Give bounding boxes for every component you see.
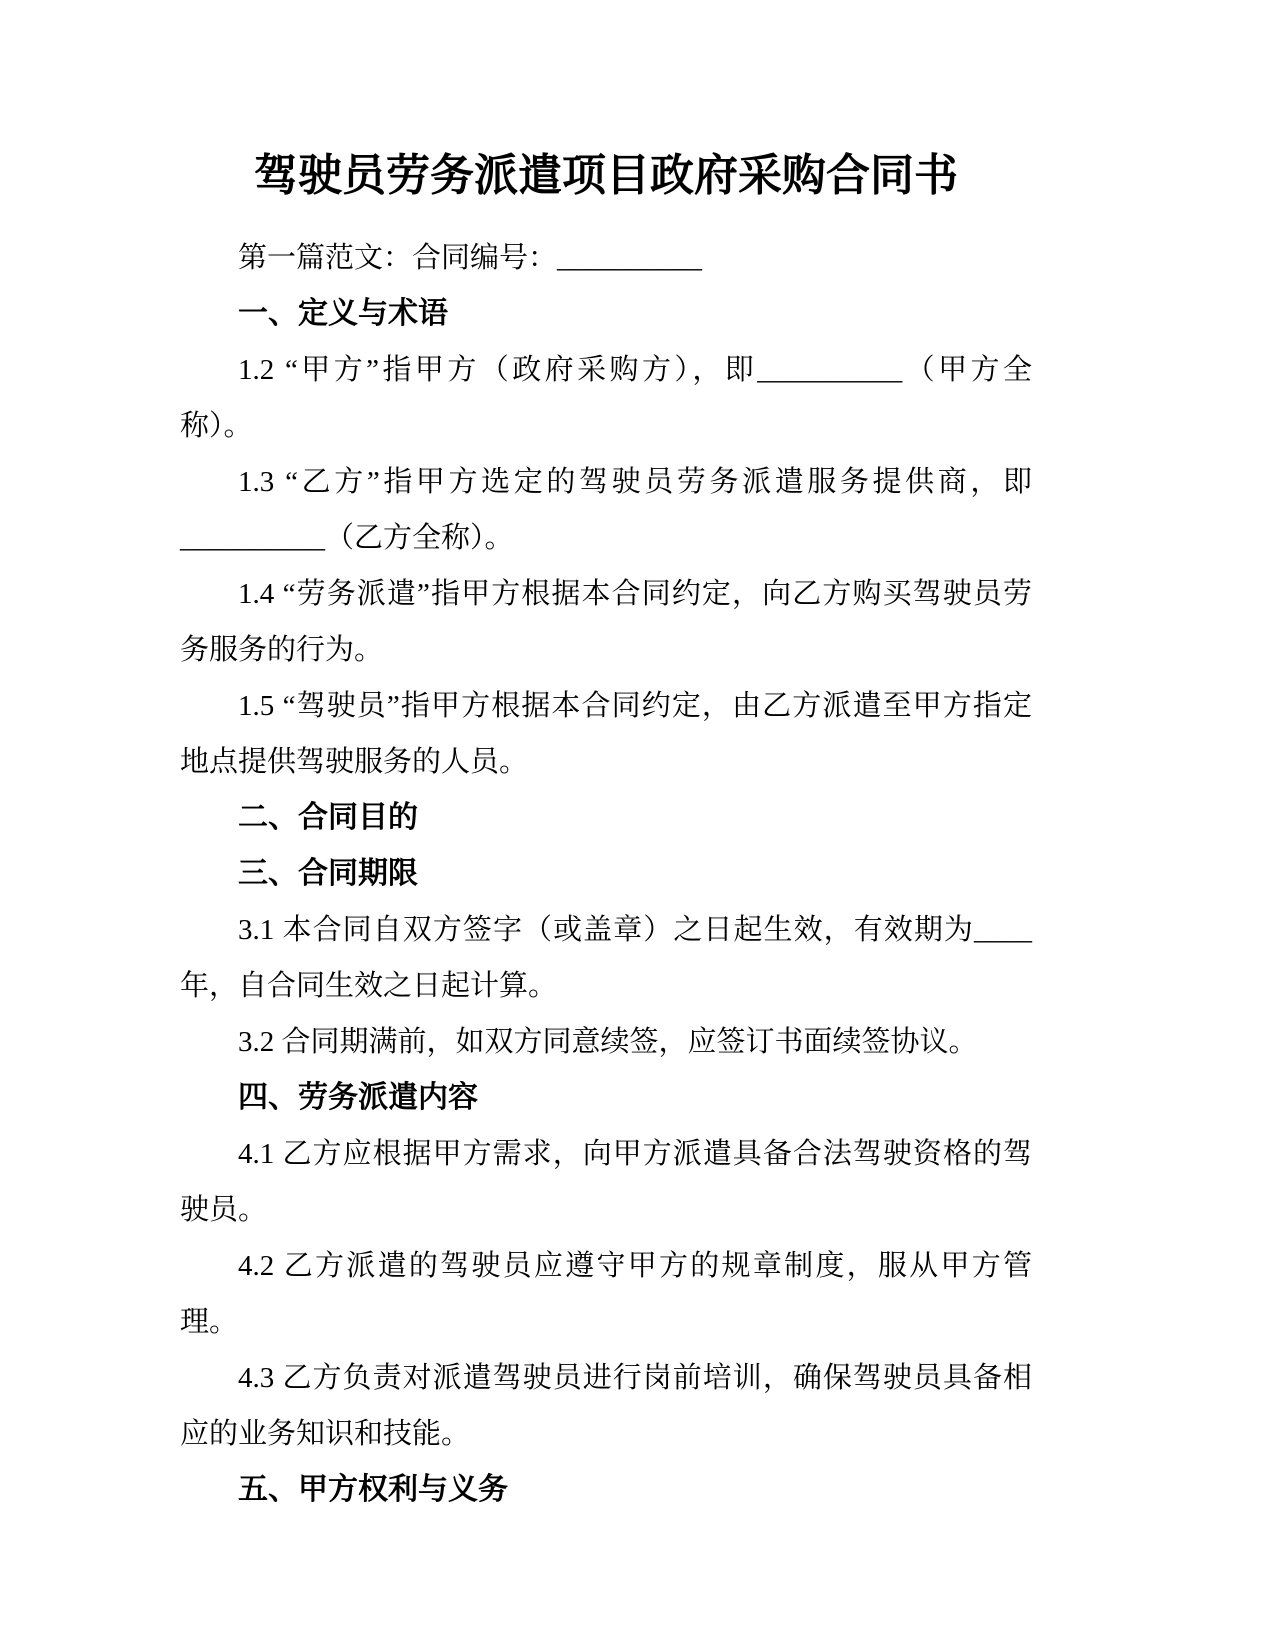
clause-3-2-renewal: 3.2 合同期满前，如双方同意续签，应签订书面续签协议。 xyxy=(238,1026,978,1058)
clause-1-2-party-a: 1.2 “甲方”指甲方（政府采购方），即__________（甲方全称）。 xyxy=(180,354,1032,442)
section-heading-definitions: 一、定义与术语 xyxy=(238,297,448,330)
clause-4-1-dispatch-requirement: 4.1 乙方应根据甲方需求，向甲方派遣具备合法驾驶资格的驾驶员。 xyxy=(180,1138,1032,1226)
clause-4-3-pre-job-training: 4.3 乙方负责对派遣驾驶员进行岗前培训，确保驾驶员具备相应的业务知识和技能。 xyxy=(180,1362,1032,1450)
clause-3-1-effective-term: 3.1 本合同自双方签字（或盖章）之日起生效，有效期为____年，自合同生效之日起计算。 xyxy=(180,914,1032,1002)
clause-1-4-labor-dispatch: 1.4 “劳务派遣”指甲方根据本合同约定，向乙方购买驾驶员劳务服务的行为。 xyxy=(180,578,1032,666)
section-heading-contract-term: 三、合同期限 xyxy=(238,857,418,890)
clause-4-2-driver-compliance: 4.2 乙方派遣的驾驶员应遵守甲方的规章制度，服从甲方管理。 xyxy=(180,1250,1032,1338)
clause-1-3-party-b: 1.3 “乙方”指甲方选定的驾驶员劳务派遣服务提供商，即__________（乙方全称）。 xyxy=(180,466,1032,554)
section-heading-contract-purpose: 二、合同目的 xyxy=(238,801,418,834)
section-heading-dispatch-content: 四、劳务派遣内容 xyxy=(238,1081,478,1114)
document-title: 驾驶员劳务派遣项目政府采购合同书 xyxy=(254,151,958,200)
document-content xyxy=(180,148,1032,1518)
section-heading-party-a-rights: 五、甲方权利与义务 xyxy=(238,1473,508,1506)
clause-1-5-driver: 1.5 “驾驶员”指甲方根据本合同约定，由乙方派遣至甲方指定地点提供驾驶服务的人员。 xyxy=(180,690,1032,778)
preface-contract-number-line: 第一篇范文：合同编号：__________ xyxy=(238,242,703,274)
